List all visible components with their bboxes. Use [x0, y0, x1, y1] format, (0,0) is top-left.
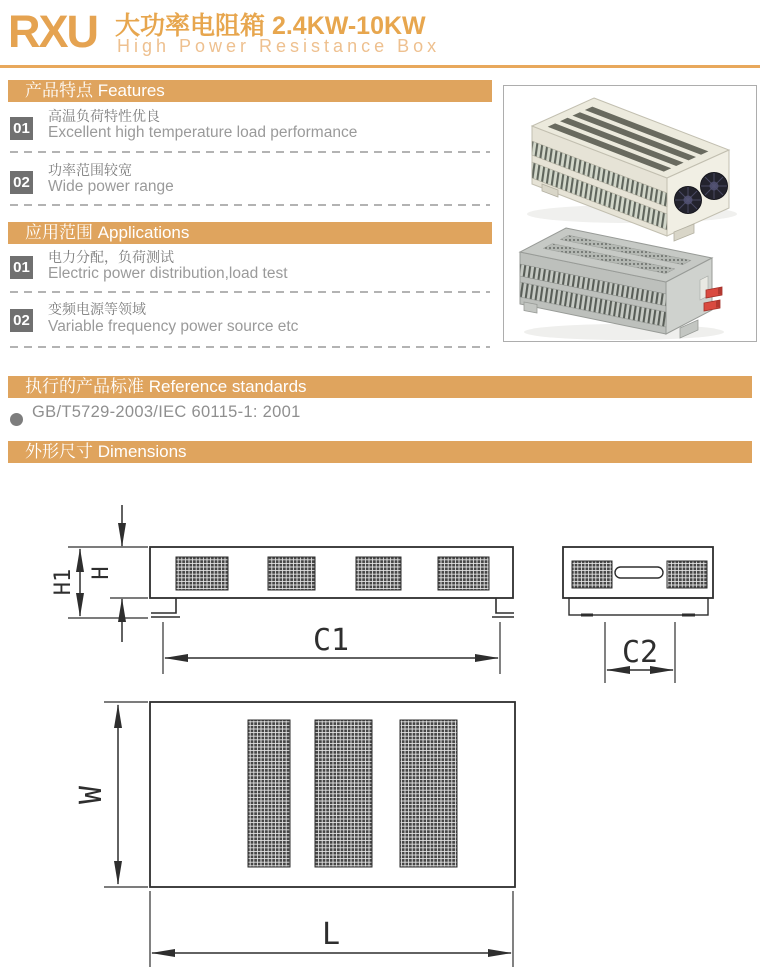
- product-image-frame: [503, 85, 757, 342]
- dim-label-w: W: [74, 785, 109, 805]
- dim-label-c2: C2: [621, 635, 659, 670]
- brand-logo: RXU: [8, 6, 98, 57]
- application-number-badge: 02: [10, 309, 33, 332]
- feature-text-en: Excellent high temperature load performance: [48, 124, 358, 141]
- applications-banner: 应用范围 Applications: [8, 222, 492, 244]
- bullet-icon: [10, 413, 23, 426]
- base-pedestal: [569, 598, 708, 615]
- right-foot: [492, 598, 514, 617]
- application-text-en: Variable frequency power source etc: [48, 318, 299, 335]
- dimension-drawing: [0, 470, 760, 978]
- application-number-badge: 01: [10, 256, 33, 279]
- dim-label-h: H: [89, 566, 114, 580]
- dashed-divider: [10, 291, 490, 293]
- header-divider: [0, 65, 760, 68]
- standards-banner: 执行的产品标准 Reference standards: [8, 376, 752, 398]
- left-foot: [151, 598, 180, 617]
- application-text-cn: 变频电源等领域: [48, 301, 146, 317]
- dim-label-h1: H1: [51, 568, 76, 596]
- top-view: [104, 702, 515, 967]
- feature-text-cn: 高温负荷特性优良: [48, 108, 160, 124]
- application-text-en: Electric power distribution,load test: [48, 265, 288, 282]
- feature-text-cn: 功率范围较宽: [48, 162, 132, 178]
- feature-number-badge: 02: [10, 171, 33, 194]
- product-photo-top-device: [527, 98, 737, 241]
- feature-number-badge: 01: [10, 117, 33, 140]
- dim-label-l: L: [321, 917, 341, 952]
- application-text-cn: 电力分配，负荷测试: [48, 249, 174, 265]
- features-banner: 产品特点 Features: [8, 80, 492, 102]
- product-photo: [504, 86, 756, 341]
- dashed-divider: [10, 346, 490, 348]
- dimensions-banner: 外形尺寸 Dimensions: [8, 441, 752, 463]
- vent-hatch-areas: [248, 720, 457, 867]
- dashed-divider: [10, 204, 490, 206]
- page-subtitle: High Power Resistance Box: [117, 36, 441, 56]
- feature-text-en: Wide power range: [48, 178, 174, 195]
- dim-label-c1: C1: [312, 623, 350, 658]
- product-photo-bottom-device: [520, 228, 724, 340]
- page-title: 大功率电阻箱 2.4KW-10KW: [115, 12, 426, 40]
- front-view: [68, 505, 514, 674]
- standards-text: GB/T5729-2003/IEC 60115-1: 2001: [32, 403, 301, 421]
- dashed-divider: [10, 151, 490, 153]
